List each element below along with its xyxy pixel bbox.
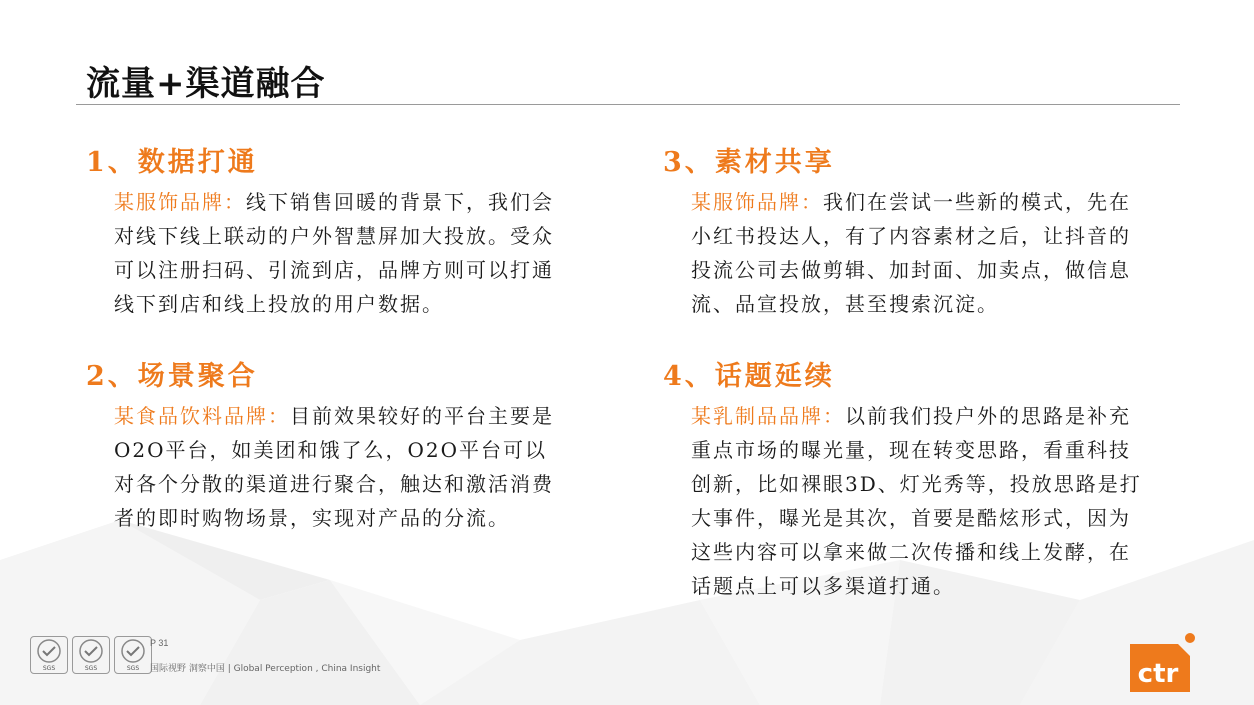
section-body — [691, 185, 1143, 321]
section-text: 线下销售回暖的背景下，我们会对线下线上联动的户外智慧屏加大投放。受众可以注册扫码、引流到店，品牌方则可以打通线下到店和线上投放的用户数据。 — [114, 190, 554, 316]
page-number: P 31 — [150, 638, 169, 648]
seal-label: SGS — [126, 665, 140, 672]
section-topic-continuation — [663, 354, 1143, 603]
seal-label: SGS — [42, 665, 56, 672]
section-body — [691, 399, 1143, 603]
brand-label: 某乳制品品牌： — [691, 404, 845, 428]
section-heading: 3、素材共享 — [663, 147, 835, 178]
section-body — [114, 185, 566, 321]
section-heading: 4、话题延续 — [663, 361, 835, 392]
section-material-sharing — [663, 140, 1143, 321]
sgs-seal-icon — [72, 636, 110, 674]
brand-label: 某食品饮料品牌： — [114, 404, 290, 428]
section-data-connect — [86, 140, 566, 321]
section-scene-aggregation — [86, 354, 566, 535]
section-text: 目前效果较好的平台主要是O2O平台，如美团和饿了么，O2O平台可以对各个分散的渠道进行聚合，触达和激活消费者的即时购物场景，实现对产品的分流。 — [114, 404, 554, 530]
section-text: 我们在尝试一些新的模式，先在小红书投达人，有了内容素材之后，让抖音的投流公司去做剪辑、加封面、加卖点，做信息流、品宣投放，甚至搜索沉淀。 — [691, 190, 1131, 316]
page-title: 流量+渠道融合 — [86, 64, 326, 104]
title-divider — [76, 104, 1180, 105]
certification-seals — [30, 636, 152, 674]
section-heading: 1、数据打通 — [86, 147, 258, 178]
brand-label: 某服饰品牌： — [691, 190, 823, 214]
footer-tagline: 国际视野 洞察中国 | Global Perception , China Insight — [150, 664, 381, 674]
section-text: 以前我们投户外的思路是补充重点市场的曝光量，现在转变思路，看重科技创新，比如裸眼3D、灯光秀等，投放思路是打大事件，曝光是其次，首要是酷炫形式，因为这些内容可以拿来做二次传播和线上发酵，在话题点上可以多渠道打通。 — [691, 404, 1142, 598]
logo-text: ctr — [1137, 659, 1179, 689]
section-body — [114, 399, 566, 535]
brand-label: 某服饰品牌： — [114, 190, 246, 214]
sgs-seal-icon — [114, 636, 152, 674]
seal-label: SGS — [84, 665, 98, 672]
section-heading: 2、场景聚合 — [86, 361, 258, 392]
sgs-seal-icon — [30, 636, 68, 674]
ctr-logo — [1124, 630, 1196, 692]
